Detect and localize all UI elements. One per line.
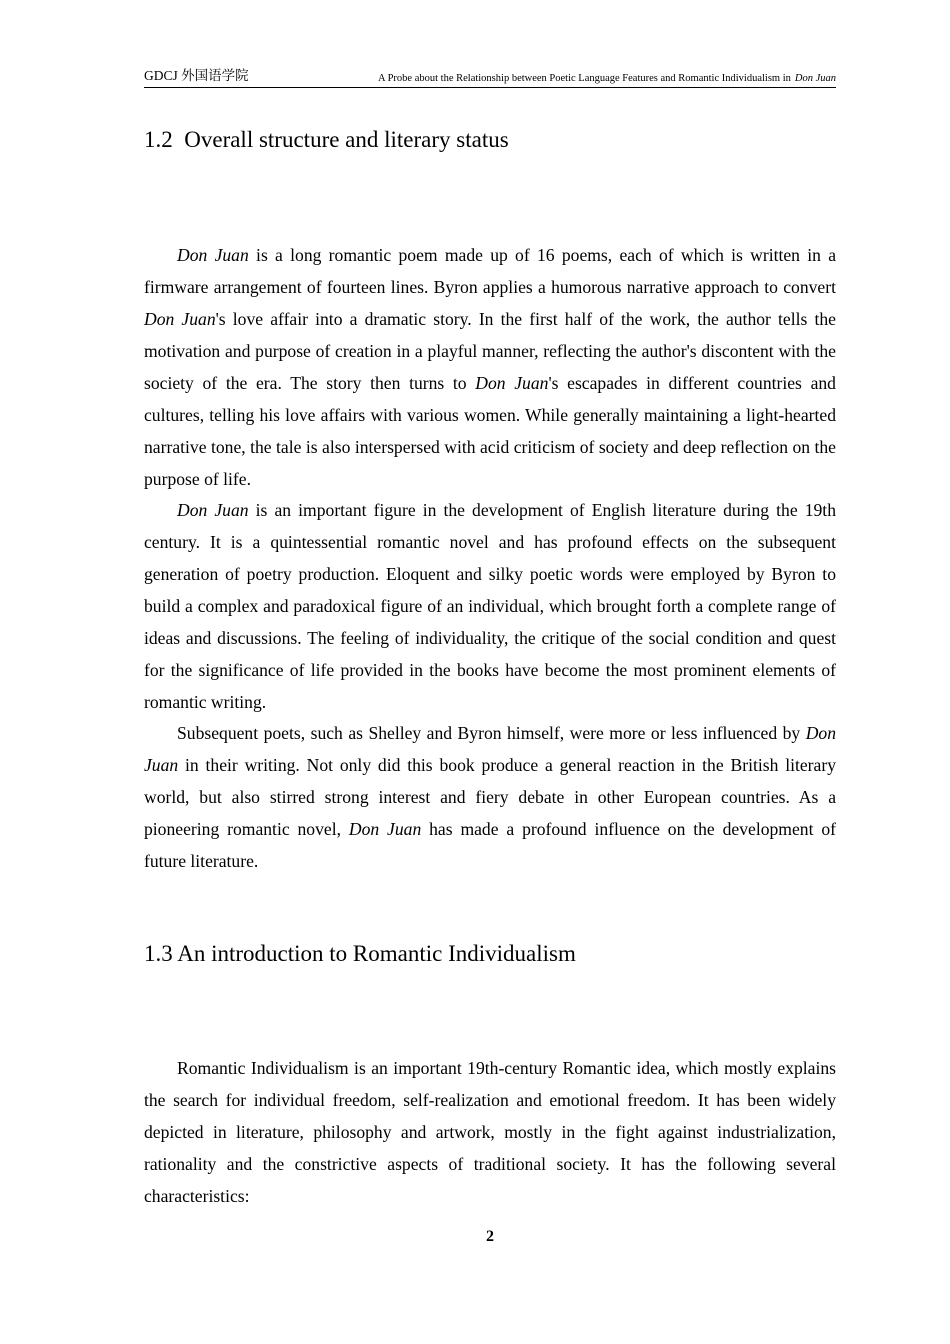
section-heading-1-2: 1.2 Overall structure and literary status — [144, 127, 509, 152]
header-running-title-text: A Probe about the Relationship between Poetic Language Features and Romantic Individualism in — [377, 73, 791, 84]
paragraph-1-3-a — [144, 1052, 836, 1212]
italic-title-run: Don Juan — [144, 723, 836, 775]
paragraph-1-2-b — [144, 494, 836, 718]
header-running-title — [378, 73, 836, 84]
text-run: 's escapades in different countries and cultures, telling his love affairs with various women. While generally maintaining a light-hearted narrative tone, the tale is also interspersed with acid criticism of society and deep reflection on the purpose of life. — [144, 373, 836, 489]
italic-title-run: Don Juan — [348, 819, 422, 839]
text-run: 's love affair into a dramatic story. In the first half of the work, the author tells the motivation and purpose of creation in a playful manner, reflecting the author's discontent with the society of the era. The story then turns to — [144, 309, 836, 393]
section-heading-1-3: 1.3 An introduction to Romantic Individualism — [144, 941, 576, 966]
paragraph-1-2-c — [144, 717, 836, 877]
text-run: is a long romantic poem made up of 16 poems, each of which is written in a firmware arrangement of fourteen lines. Byron applies a humorous narrative approach to convert — [144, 245, 836, 297]
header-running-title-italic: Don Juan — [794, 73, 836, 84]
paragraph-1-2-a — [144, 239, 836, 495]
italic-title-run: Don Juan — [177, 245, 249, 265]
text-run: Subsequent poets, such as Shelley and Byron himself, were more or less influenced by — [177, 723, 806, 743]
text-run: Romantic Individualism is an important 19th-century Romantic idea, which mostly explains the search for individual freedom, self-realization and emotional freedom. It has been widely depicted in literature, philosophy and artwork, mostly in the fight against industrialization, rationality and the constrictive aspects of traditional society. It has the following several characteristics: — [144, 1058, 836, 1206]
italic-title-run: Don Juan — [144, 309, 216, 329]
text-run: is an important figure in the development of English literature during the 19th century. It is a quintessential romantic novel and has profound effects on the subsequent generation of poetry production. Eloquent and silky poetic words were employed by Byron to build a complex and paradoxical figure of an individual, which brought forth a complete range of ideas and discussions. The feeling of individuality, the critique of the social condition and quest for the significance of life provided in the books have become the most prominent elements of romantic writing. — [144, 500, 836, 712]
italic-title-run: Don Juan — [177, 500, 249, 520]
header-institution: GDCJ 外国语学院 — [144, 68, 249, 83]
page-number: 2 — [486, 1228, 494, 1245]
page-header — [144, 68, 836, 88]
text-run: has made a profound influence on the development of future literature. — [144, 819, 837, 871]
italic-title-run: Don Juan — [475, 373, 549, 393]
text-run: in their writing. Not only did this book produce a general reaction in the British literary world, but also stirred strong interest and fiery debate in other European countries. As a pioneering romantic novel, — [144, 755, 836, 839]
